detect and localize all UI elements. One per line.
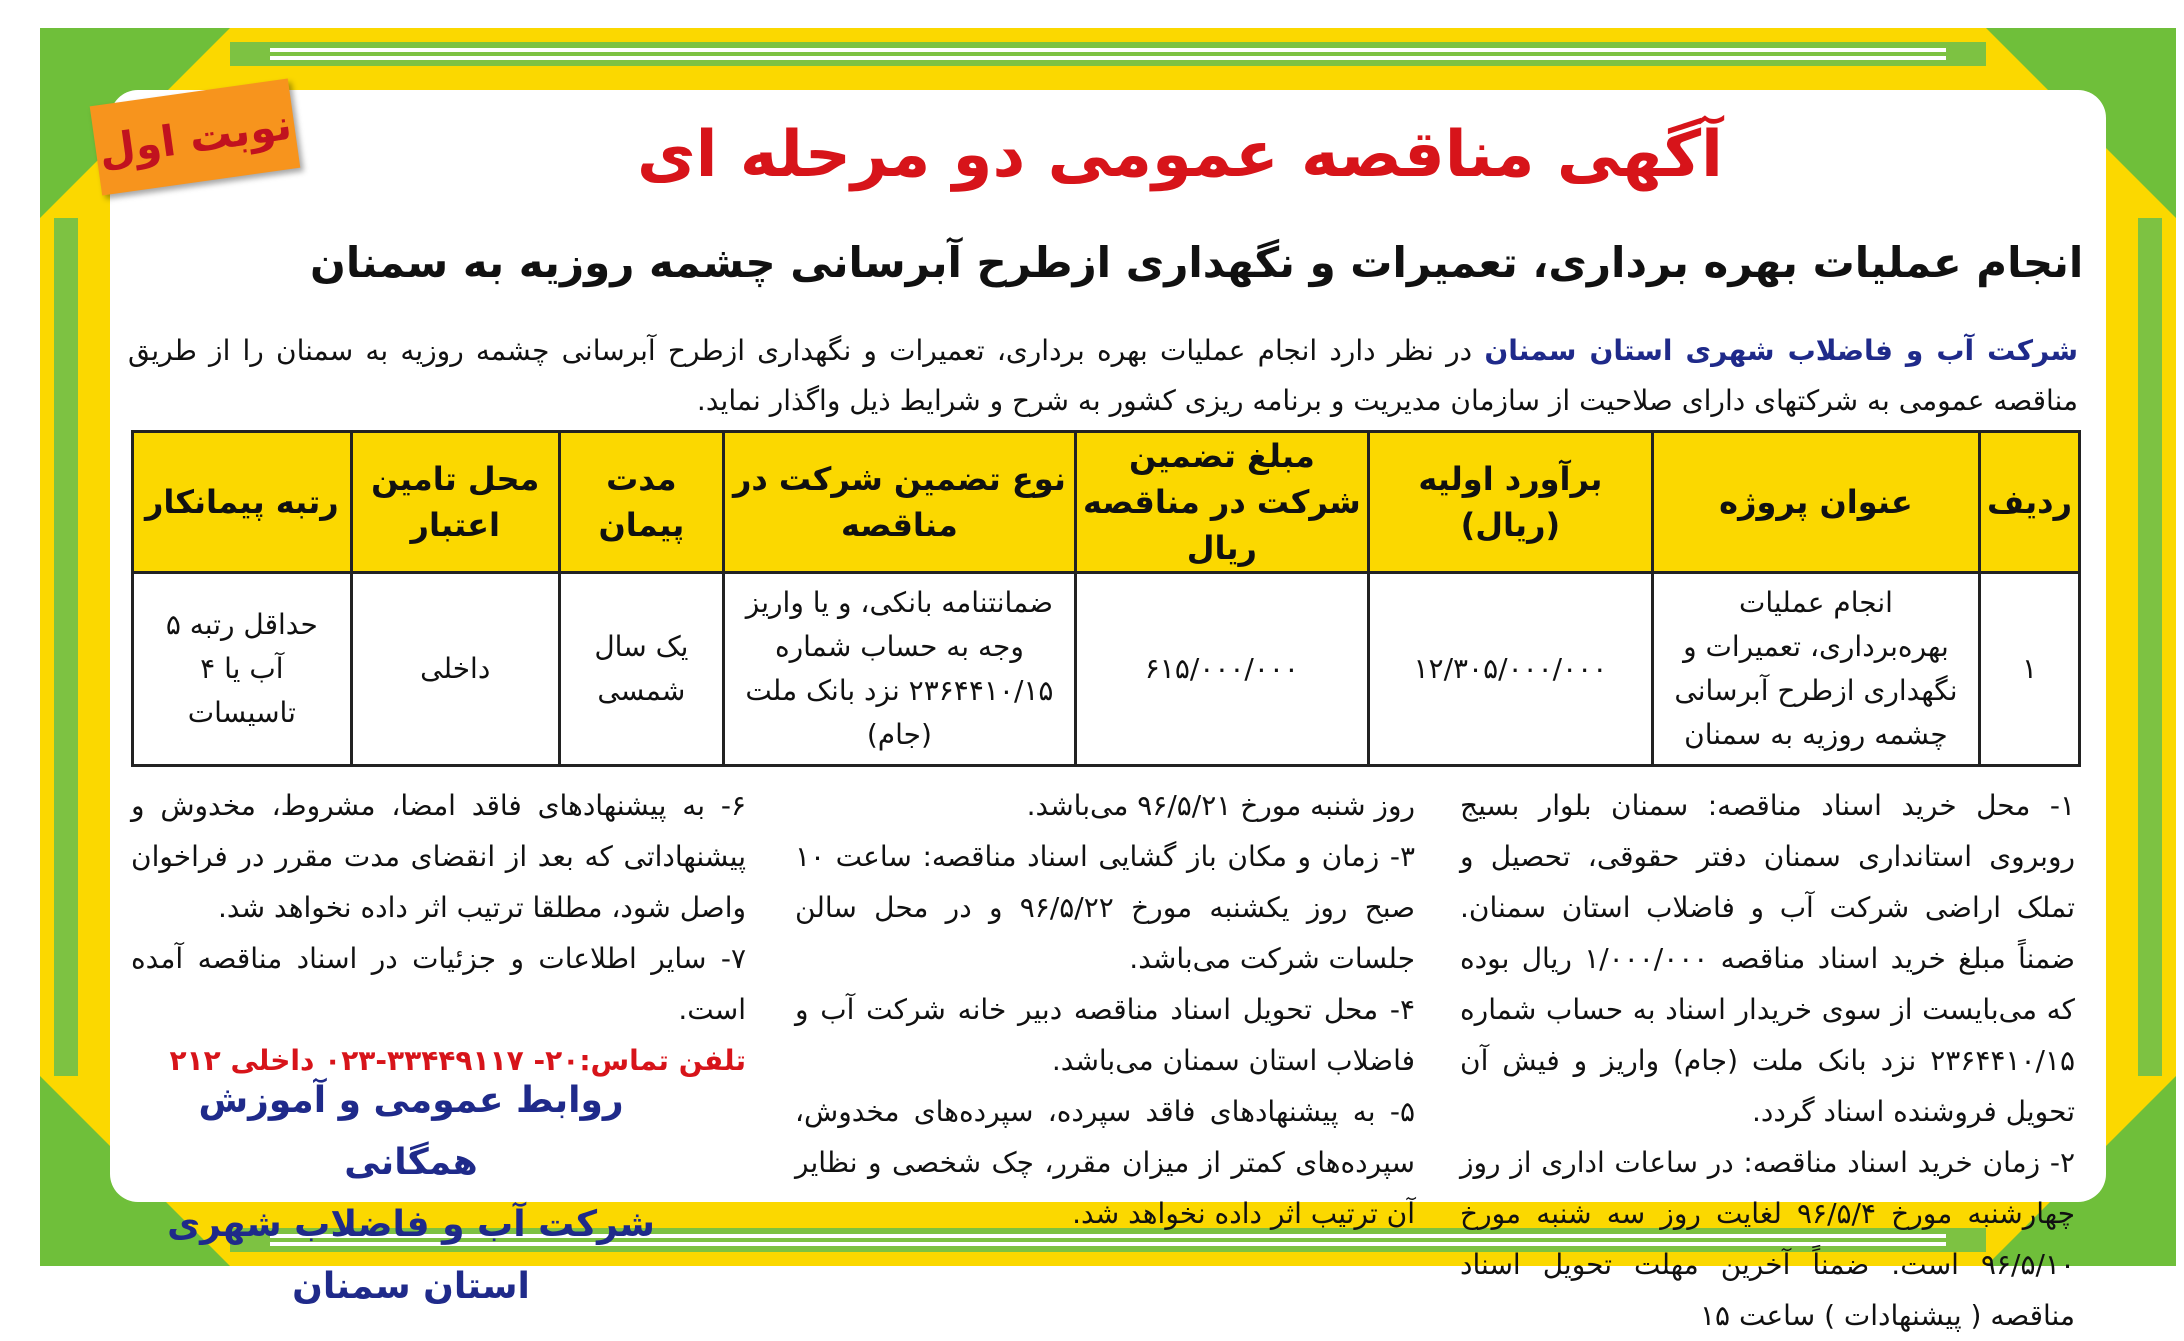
header-guarantee-amount: مبلغ تضمین شرکت در مناقصه ریال [1075,432,1368,573]
tender-table [131,430,2081,767]
condition-6: ۶- به پیشنهادهای فاقد امضا، مشروط، مخدوش و پیشنهاداتی که بعد از انقضای مدت مقرر در فراخوان واصل شود، مطلقا ترتیب اثر داده نخواهد شد. [131,789,746,924]
condition-5: ۵- به پیشنهادهای فاقد سپرده، سپرده‌های مخدوش، سپرده‌های کمتر از میزان مقرر، چک شخصی و نظایر آن ترتیب اثر داده نخواهد شد. [795,1095,1415,1230]
organization-name: شرکت آب و فاضلاب شهری استان سمنان [1484,334,2078,367]
table-header-row [133,432,2080,573]
cell-project-title: انجام عملیات بهره‌برداری، تعمیرات و نگهداری ازطرح آبرسانی چشمه روزیه به سمنان [1652,573,1979,766]
page-subtitle: انجام عملیات بهره برداری، تعمیرات و نگهداری ازطرح آبرسانی چشمه روزیه به سمنان [310,238,2084,287]
cell-duration: یک سال شمسی [559,573,723,766]
page-title: آگهی مناقصه عمومی دو مرحله ای [637,118,1723,192]
footer-signature [131,1070,691,1318]
cell-row-number: ۱ [1980,573,2080,766]
conditions-column-2 [795,780,1415,1239]
right-border-bar [2138,218,2162,1076]
table-row [133,573,2080,766]
footer-department: روابط عمومی و آموزش همگانی [198,1080,624,1183]
condition-2: ۲- زمان خرید اسناد مناقصه: در ساعات اداری از روز چهارشنبه مورخ ۹۶/۵/۴ لغایت روز سه شنبه مورخ ۹۶/۵/۱۰ است. ضمناً آخرین مهلت تحویل اسناد مناقصه ( پیشنهادات ) ساعت ۱۵ [1460,1146,2075,1332]
condition-7: ۷- سایر اطلاعات و جزئیات در اسناد مناقصه آمده است. [131,942,746,1026]
cell-funding: داخلی [351,573,559,766]
conditions-column-3 [131,780,746,1086]
intro-text: در نظر دارد انجام عملیات بهره برداری، تعمیرات و نگهداری ازطرح آبرسانی چشمه روزیه به سمنان را از طریق مناقصه عمومی به شرکتهای دارای صلاحیت از سازمان مدیریت و برنامه ریزی کشور به شرح و شرایط ذیل واگذار نماید. [128,334,2078,417]
cell-estimate: ۱۲/۳۰۵/۰۰۰/۰۰۰ [1368,573,1652,766]
cell-guarantee-amount: ۶۱۵/۰۰۰/۰۰۰ [1075,573,1368,766]
condition-1: ۱- محل خرید اسناد مناقصه: سمنان بلوار بسیج روبروی استانداری سمنان دفتر حقوقی، تحصیل و تملک اراضی شرکت آب و فاضلاب استان سمنان. ضمناً مبلغ خرید اسناد مناقصه ۱/۰۰۰/۰۰۰ ریال بوده که می‌بایست از سوی خریدار اسناد به حساب شماره ۲۳۶۴۴۱۰/۱۵ نزد بانک ملت (جام) واریز و فیش آن تحویل فروشنده اسناد گردد. [1460,789,2075,1128]
header-funding: محل تامین اعتبار [351,432,559,573]
header-row-number: ردیف [1980,432,2080,573]
first-round-badge: نوبت اول [90,79,301,196]
conditions-column-1 [1460,780,2075,1341]
cell-grade: حداقل رتبه ۵ آب یا ۴ تاسیسات [133,573,352,766]
intro-paragraph [128,326,2078,426]
condition-4: ۴- محل تحویل اسناد مناقصه دبیر خانه شرکت آب و فاضلاب استان سمنان می‌باشد. [795,993,1415,1077]
cell-guarantee-type: ضمانتنامه بانکی، و یا واریز وجه به حساب شماره ۲۳۶۴۴۱۰/۱۵ نزد بانک ملت (جام) [723,573,1075,766]
contact-phone: تلفن تماس:۲۰- ۳۳۴۴۹۱۱۷-۰۲۳ داخلی ۲۱۲ [169,1044,746,1077]
top-border-bar [230,42,1986,66]
condition-3: ۳- زمان و مکان باز گشایی اسناد مناقصه: ساعت ۱۰ صبح روز یکشنبه مورخ ۹۶/۵/۲۲ و در محل سالن جلسات شرکت می‌باشد. [795,840,1415,975]
condition-2-continued: روز شنبه مورخ ۹۶/۵/۲۱ می‌باشد. [1026,789,1415,822]
header-project-title: عنوان پروژه [1652,432,1979,573]
left-border-bar [54,218,78,1076]
header-grade: رتبه پیمانکار [133,432,352,573]
footer-company: شرکت آب و فاضلاب شهری استان سمنان [167,1204,655,1307]
header-duration: مدت پیمان [559,432,723,573]
header-guarantee-type: نوع تضمین شرکت در مناقصه [723,432,1075,573]
header-estimate: برآورد اولیه (ریال) [1368,432,1652,573]
